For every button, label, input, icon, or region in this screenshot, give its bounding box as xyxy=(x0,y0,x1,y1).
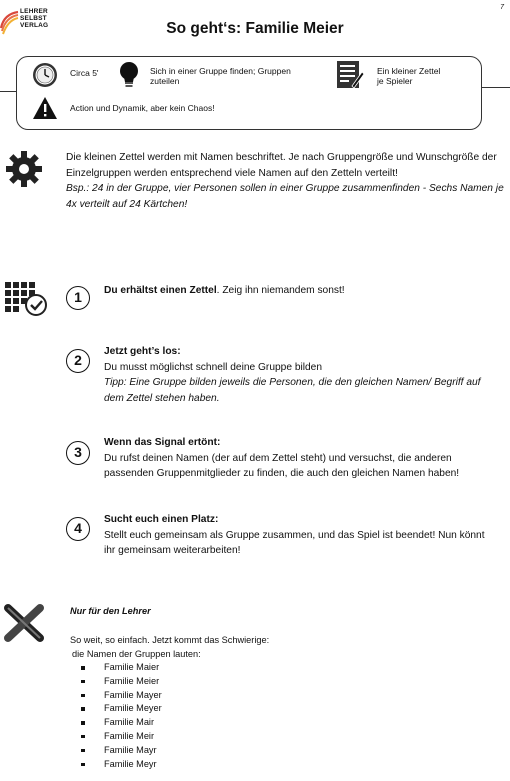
family-name-list xyxy=(70,661,162,771)
step-2-text: Jetzt geht’s los: Du musst möglichst schnell deine Gruppe bilden Tipp: Eine Gruppe bilden jeweils die Personen, die den gleichen Namen/ Begriff auf dem Zettel stehen haben. xyxy=(104,346,481,404)
list-item: Familie Mair xyxy=(70,716,162,730)
prep-text: Die kleinen Zettel werden mit Namen beschriftet. Je nach Gruppengröße und Wunschgröße der Einzelgruppen werden entsprechend viele Namen auf den Zetteln verteilt! Bsp.: 24 in der Gruppe, vier Personen sollen in einer Gruppe zusammenfinden - Sechs Namen je 4x verteilt auf 24 Kärtchen! xyxy=(66,152,504,210)
logo-wordmark: LEHRER SELBST VERLAG xyxy=(20,8,49,29)
list-item: Familie Mayer xyxy=(70,689,162,703)
list-item: Familie Meir xyxy=(70,730,162,744)
step-3-text: Wenn das Signal ertönt: Du rufst deinen Namen (der auf dem Zettel steht) und versuchst, die anderen passenden Gruppenmitglieder zu finden, die auch den gleichen Namen haben! xyxy=(104,437,460,479)
list-item: Familie Maier xyxy=(70,661,162,675)
step-1-number: 1 xyxy=(66,286,90,310)
step-4-number: 4 xyxy=(66,517,90,541)
lightbulb-icon xyxy=(117,61,141,89)
step-2-number: 2 xyxy=(66,349,90,373)
warning-icon xyxy=(32,96,58,120)
grouping-label: Sich in einer Gruppe finden; Gruppen zuteilen xyxy=(150,66,291,86)
page-number: 7 xyxy=(500,4,504,11)
teacher-intro: So weit, so einfach. Jetzt kommt das Schwierige: die Namen der Gruppen lauten: xyxy=(70,635,270,659)
notepad-icon xyxy=(336,60,364,90)
teacher-heading: Nur für den Lehrer xyxy=(70,606,151,616)
step-4-text: Sucht euch einen Platz: Stellt euch gemeinsam als Gruppe zusammen, und das Spiel ist beendet! Nun könnt ihr gemeinsam weiterarbeiten! xyxy=(104,514,485,556)
list-item: Familie Meier xyxy=(70,675,162,689)
clock-icon xyxy=(32,62,58,88)
list-item: Familie Meyr xyxy=(70,758,162,772)
checklist-icon xyxy=(3,280,49,318)
page-title: So geht‘s: Familie Meier xyxy=(166,20,344,37)
gear-icon xyxy=(5,150,43,188)
info-line-right xyxy=(482,87,510,88)
list-item: Familie Mayr xyxy=(70,744,162,758)
list-item: Familie Meyer xyxy=(70,702,162,716)
duration-label: Circa 5' xyxy=(70,68,99,78)
warning-label: Action und Dynamik, aber kein Chaos! xyxy=(70,103,215,113)
step-1-text: Du erhältst einen Zettel. Zeig ihn niemandem sonst! xyxy=(104,285,345,296)
step-3-number: 3 xyxy=(66,441,90,465)
material-label: Ein kleiner Zettel je Spieler xyxy=(377,66,441,86)
cross-tools-icon xyxy=(4,604,44,642)
info-line-left xyxy=(0,91,16,92)
